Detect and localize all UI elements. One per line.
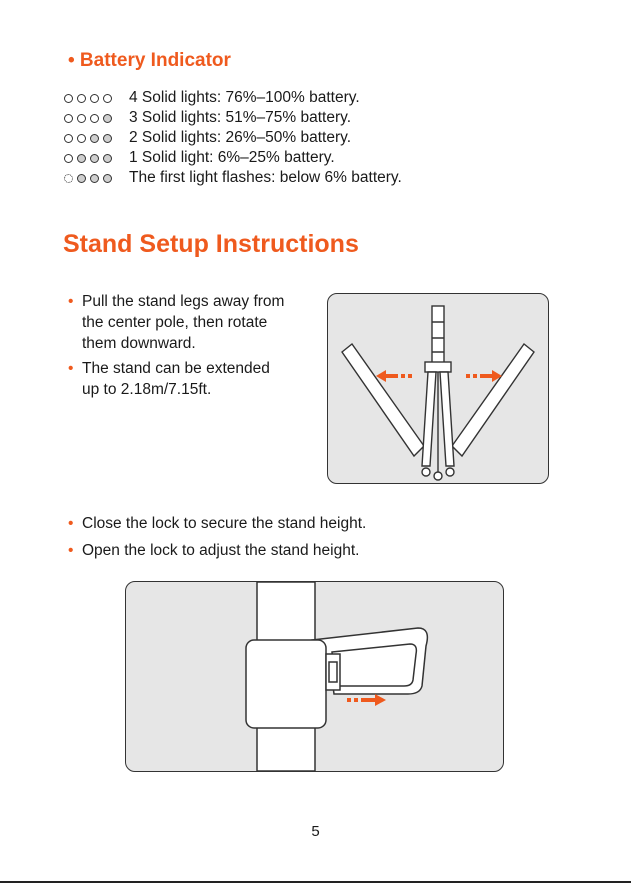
bullet-item: • Open the lock to adjust the stand height.: [68, 542, 360, 559]
arrow-right-icon: [347, 694, 386, 706]
battery-dots-icon: [64, 174, 124, 183]
battery-row-2: [64, 128, 351, 148]
battery-dots-icon: [64, 114, 124, 123]
bullet-text: Close the lock to secure the stand height.: [82, 515, 367, 532]
battery-row-text: 1 Solid light: 6%–25% battery.: [129, 149, 335, 166]
battery-row-4: [64, 88, 360, 108]
battery-indicator-heading: • Battery Indicator: [68, 50, 231, 71]
battery-row-flash: [64, 168, 402, 188]
page-number: 5: [311, 823, 320, 840]
battery-row-text: 3 Solid lights: 51%–75% battery.: [129, 109, 352, 126]
bullet-text: Open the lock to adjust the stand height.: [82, 542, 360, 559]
battery-row-text: 2 Solid lights: 26%–50% battery.: [129, 129, 352, 146]
bullet-item: • Close the lock to secure the stand height.: [68, 515, 367, 532]
arrow-left-icon: [376, 370, 412, 382]
stand-setup-heading: Stand Setup Instructions: [63, 230, 359, 258]
battery-row-1: [64, 148, 335, 168]
bullet-item: • Pull the stand legs away from the center pole, then rotate them downward.: [68, 293, 285, 352]
bullet-item: • The stand can be extended up to 2.18m/7.15ft.: [68, 360, 270, 398]
tripod-illustration: [327, 293, 549, 484]
bullet-text: Pull the stand legs away from the center pole, then rotate them downward.: [82, 293, 285, 352]
bullet-text: The stand can be extended up to 2.18m/7.15ft.: [82, 360, 270, 398]
battery-dots-icon: [64, 154, 124, 163]
battery-row-text: The first light flashes: below 6% battery.: [129, 169, 402, 186]
arrow-right-icon: [466, 370, 502, 382]
battery-dots-icon: [64, 94, 124, 103]
battery-dots-icon: [64, 134, 124, 143]
battery-row-text: 4 Solid lights: 76%–100% battery.: [129, 89, 360, 106]
battery-row-3: [64, 108, 351, 128]
lock-illustration: [125, 581, 504, 772]
